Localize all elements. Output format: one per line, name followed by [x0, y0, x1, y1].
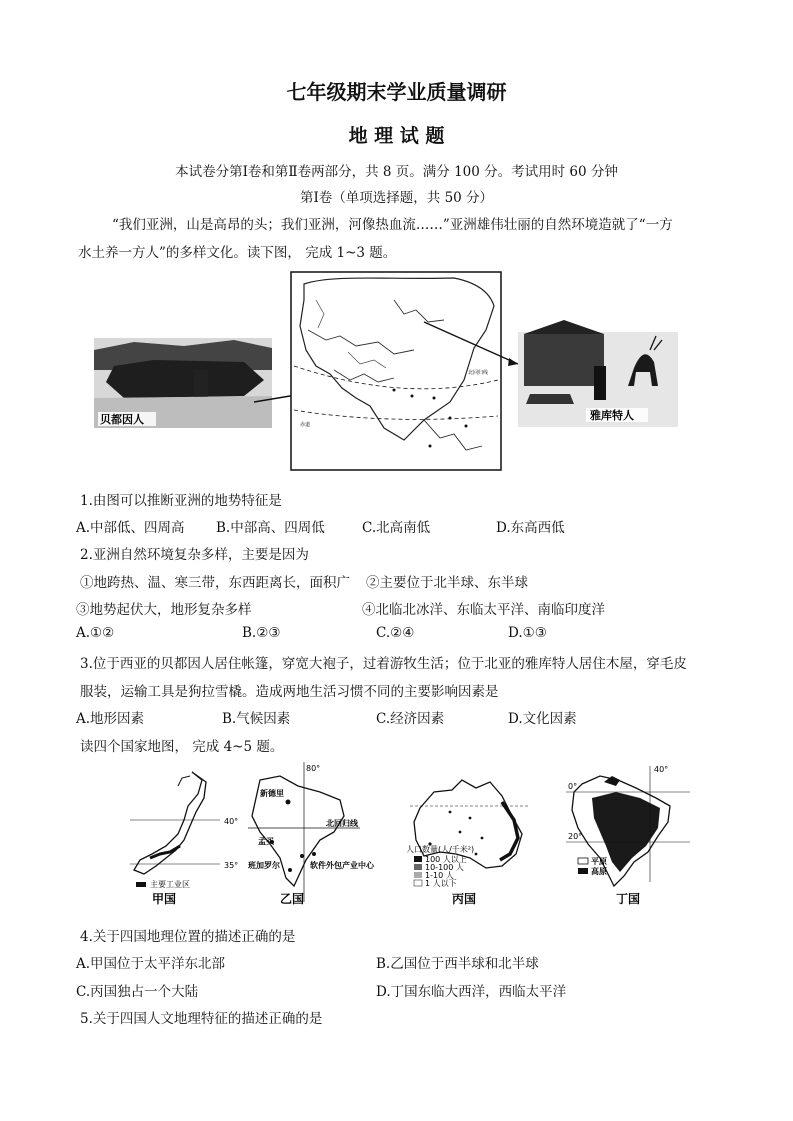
q2-statement-2: ②主要位于北半球、东半球 [366, 575, 528, 591]
yakut-label: 雅库特人 [590, 409, 634, 422]
q4-option-c[interactable]: C.丙国独占一个大陆 [76, 984, 199, 1000]
jia-lat-1: 40° [224, 817, 239, 826]
ding-legend-2: 高原 [591, 867, 607, 876]
jia-lat-2: 35° [224, 861, 239, 870]
q4-option-b[interactable]: B.乙国位于西半球和北半球 [376, 956, 539, 972]
q1-option-c[interactable]: C.北高南低 [362, 520, 431, 536]
intro-line-2: 水土养一方人”的多样文化。读下图， 完成 1~3 题。 [78, 245, 397, 261]
q2-statement-4: ④北临北冰洋、东临太平洋、南临印度洋 [362, 602, 605, 618]
ding-lat-20: 20° [568, 832, 583, 841]
jia-legend: 主要工业区 [150, 880, 190, 889]
intro-2: 读四个国家地图， 完成 4~5 题。 [80, 739, 284, 755]
q1-stem: 1.由图可以推断亚洲的地势特征是 [80, 493, 282, 509]
bing-legend-4: 1 人以下 [425, 879, 457, 888]
map-equator-label: 赤道 [300, 422, 311, 428]
map-ding [566, 766, 690, 886]
q3-option-d[interactable]: D.文化因素 [508, 711, 577, 727]
q3-option-c[interactable]: C.经济因素 [376, 711, 445, 727]
exam-title: 七年级期末学业质量调研 [286, 80, 507, 104]
ding-name: 丁国 [616, 892, 641, 906]
exam-subtitle: 地 理 试 题 [348, 125, 445, 147]
yi-tropic: 北回归线 [326, 819, 358, 828]
q2-statement-1: ①地跨热、温、寒三带，东西距离长，面积广 [80, 575, 350, 591]
bing-legend-title: 人口数量(人/千米²) [406, 845, 475, 854]
yi-city-1: 新德里 [260, 789, 284, 798]
bedouin-label: 贝都因人 [100, 413, 144, 426]
yi-city-2: 孟买 [258, 837, 274, 846]
ding-legend-1: 平原 [591, 857, 607, 866]
q4-option-d[interactable]: D.丁国东临大西洋，西临太平洋 [376, 984, 567, 1000]
yi-lon: 80° [306, 764, 321, 773]
q3-stem-line-1: 3.位于西亚的贝都因人居住帐篷，穿宽大袍子，过着游牧生活；位于北亚的雅库特人居住木屋，穿毛皮 [80, 656, 687, 672]
figure-asia-drawing [94, 270, 704, 475]
figure-four-countries-drawing [130, 762, 700, 912]
map-tropic-label: 北回归线 [468, 370, 489, 376]
map-jia [130, 772, 220, 887]
bing-legend-2: 10-100 人 [425, 863, 464, 872]
q2-option-b[interactable]: B.②③ [242, 625, 281, 641]
q3-option-a[interactable]: A.地形因素 [76, 711, 145, 727]
q1-option-b[interactable]: B.中部高、四周低 [216, 520, 325, 536]
q2-stem: 2.亚洲自然环境复杂多样，主要是因为 [80, 547, 309, 563]
section-heading: 第Ⅰ卷（单项选择题，共 50 分） [299, 190, 494, 206]
q1-option-d[interactable]: D.东高西低 [496, 520, 565, 536]
yi-name: 乙国 [280, 892, 305, 906]
q2-option-d[interactable]: D.①③ [508, 625, 547, 641]
jia-name: 甲国 [152, 892, 177, 906]
ding-lon: 40° [654, 765, 669, 774]
q1-option-a[interactable]: A.中部低、四周高 [76, 520, 185, 536]
q4-stem: 4.关于四国地理位置的描述正确的是 [80, 929, 296, 945]
bing-legend-3: 1-10 人 [425, 871, 454, 880]
exam-info: 本试卷分第Ⅰ卷和第Ⅱ卷两部分，共 8 页。满分 100 分。考试用时 60 分钟 [175, 164, 618, 180]
q3-stem-line-2: 服装，运输工具是狗拉雪橇。造成两地生活习惯不同的主要影响因素是 [80, 684, 499, 700]
bing-legend-1: 100 人以上 [425, 855, 467, 864]
q2-option-c[interactable]: C.②④ [376, 625, 415, 641]
q5-stem: 5.关于四国人文地理特征的描述正确的是 [80, 1011, 323, 1027]
ding-lat-0: 0° [568, 782, 578, 791]
yi-city-3: 班加罗尔 [248, 861, 280, 870]
q2-option-a[interactable]: A.①② [76, 625, 115, 641]
q3-option-b[interactable]: B.气候因素 [222, 711, 291, 727]
yi-center: 软件外包产业中心 [310, 861, 374, 870]
bing-name: 丙国 [452, 892, 477, 906]
figure-asia [94, 270, 704, 475]
arrow-right-head [508, 358, 518, 366]
intro-line-1: “我们亚洲，山是高昂的头；我们亚洲，河像热血流……”亚洲雄伟壮丽的自然环境造就了“一方 [112, 217, 673, 233]
q4-option-a[interactable]: A.甲国位于太平洋东北部 [76, 956, 226, 972]
q2-statement-3: ③地势起伏大，地形复杂多样 [76, 602, 252, 618]
figure-four-countries [130, 762, 700, 912]
map-yi [248, 762, 360, 902]
